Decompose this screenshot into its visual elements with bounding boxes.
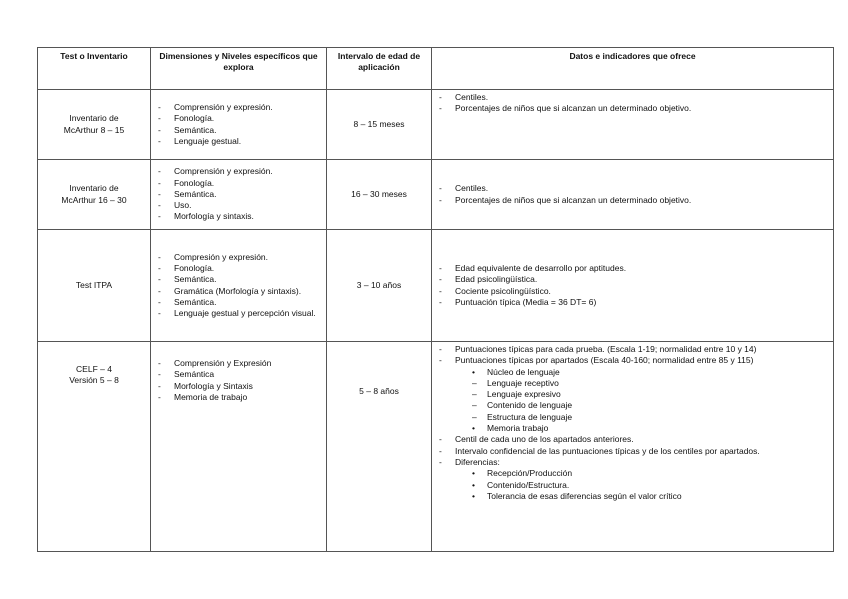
age-cell: 16 – 30 meses: [327, 160, 432, 230]
test-name-line: Test ITPA: [75, 279, 113, 290]
sub-list-item: – Estructura de lenguaje: [437, 412, 828, 423]
list-item: - Semántica.: [156, 189, 321, 200]
data-cell: [432, 160, 834, 230]
test-name-line: CELF – 4: [76, 364, 112, 374]
list-item: - Puntuación típica (Media = 36 DT= 6): [437, 297, 828, 308]
list-item: - Morfología y sintaxis.: [156, 211, 321, 222]
sub-list-item: • Núcleo de lenguaje: [437, 367, 828, 378]
list-item: - Compresión y expresión.: [156, 252, 321, 263]
list-item: - Lenguaje gestual y percepción visual.: [156, 308, 321, 319]
test-name-line: Versión 5 – 8: [69, 375, 119, 386]
list-item: - Porcentajes de niños que si alcanzan un determinado objetivo.: [437, 195, 828, 206]
test-name: [38, 160, 151, 230]
header-data: Datos e indicadores que ofrece: [432, 48, 834, 90]
sub-list-item: – Lenguaje receptivo: [437, 378, 828, 389]
sub-list-item: • Tolerancia de esas diferencias según el valor crítico: [437, 491, 828, 502]
list-item: - Comprensión y expresión.: [156, 102, 321, 113]
list-item: - Comprensión y expresión.: [156, 166, 321, 177]
list-item: - Memoria de trabajo: [156, 392, 321, 403]
list-item: - Centil de cada uno de los apartados anteriores.: [437, 434, 828, 445]
list-item: - Lenguaje gestual.: [156, 136, 321, 147]
list-item: - Gramática (Morfología y sintaxis).: [156, 286, 321, 297]
sub-list-item: – Lenguaje expresivo: [437, 389, 828, 400]
test-name: [38, 90, 151, 160]
sub-list-item: • Recepción/Producción: [437, 468, 828, 479]
age-cell: 5 – 8 años: [327, 342, 432, 552]
test-name-line: McArthur 16 – 30: [61, 194, 127, 205]
list-item: - Semántica: [156, 369, 321, 380]
test-name-line: McArthur 8 – 15: [63, 124, 125, 135]
table-row: [38, 90, 834, 160]
header-test: Test o Inventario: [38, 48, 151, 90]
data-cell: [432, 230, 834, 342]
list-item: - Puntuaciones típicas para cada prueba. (Escala 1-19; normalidad entre 10 y 14): [437, 344, 828, 355]
test-name-line: Inventario de: [69, 113, 119, 124]
test-name-line: Inventario de: [69, 183, 119, 194]
data-cell: [432, 90, 834, 160]
list-item: - Semántica.: [156, 274, 321, 285]
dimensions-cell: [151, 90, 327, 160]
list-item: - Fonología.: [156, 263, 321, 274]
list-item: - Cociente psicolingüístico.: [437, 286, 828, 297]
list-item: - Semántica.: [156, 297, 321, 308]
list-item: - Edad equivalente de desarrollo por aptitudes.: [437, 263, 828, 274]
list-item: - Porcentajes de niños que si alcanzan un determinado objetivo.: [437, 103, 828, 114]
list-item: - Intervalo confidencial de las puntuaciones típicas y de los centiles por apartados.: [437, 446, 828, 457]
list-item: - Morfología y Sintaxis: [156, 381, 321, 392]
list-item: - Edad psicolingüística.: [437, 274, 828, 285]
age-cell: 3 – 10 años: [327, 230, 432, 342]
list-item: - Centiles.: [437, 183, 828, 194]
header-dimensions: Dimensiones y Niveles específicos que explora: [151, 48, 327, 90]
table-row: [38, 160, 834, 230]
test-name: [38, 342, 151, 552]
list-item: - Fonología.: [156, 178, 321, 189]
table-row: [38, 230, 834, 342]
list-item: - Fonología.: [156, 113, 321, 124]
age-cell: 8 – 15 meses: [327, 90, 432, 160]
data-cell: [432, 342, 834, 552]
dimensions-cell: [151, 342, 327, 552]
dimensions-cell: [151, 160, 327, 230]
table-row: [38, 342, 834, 552]
list-item: - Diferencias:: [437, 457, 828, 468]
sub-list-item: – Contenido de lenguaje: [437, 400, 828, 411]
list-item: - Comprensión y Expresión: [156, 358, 321, 369]
list-item: - Uso.: [156, 200, 321, 211]
dimensions-cell: [151, 230, 327, 342]
list-item: - Semántica.: [156, 125, 321, 136]
test-name: [38, 230, 151, 342]
sub-list-item: • Memoria trabajo: [437, 423, 828, 434]
tests-table: [37, 47, 834, 552]
list-item: - Puntuaciones típicas por apartados (Escala 40-160; normalidad entre 85 y 115): [437, 355, 828, 366]
list-item: - Centiles.: [437, 92, 828, 103]
header-age: Intervalo de edad de aplicación: [327, 48, 432, 90]
header-row: [38, 48, 834, 90]
sub-list-item: • Contenido/Estructura.: [437, 480, 828, 491]
